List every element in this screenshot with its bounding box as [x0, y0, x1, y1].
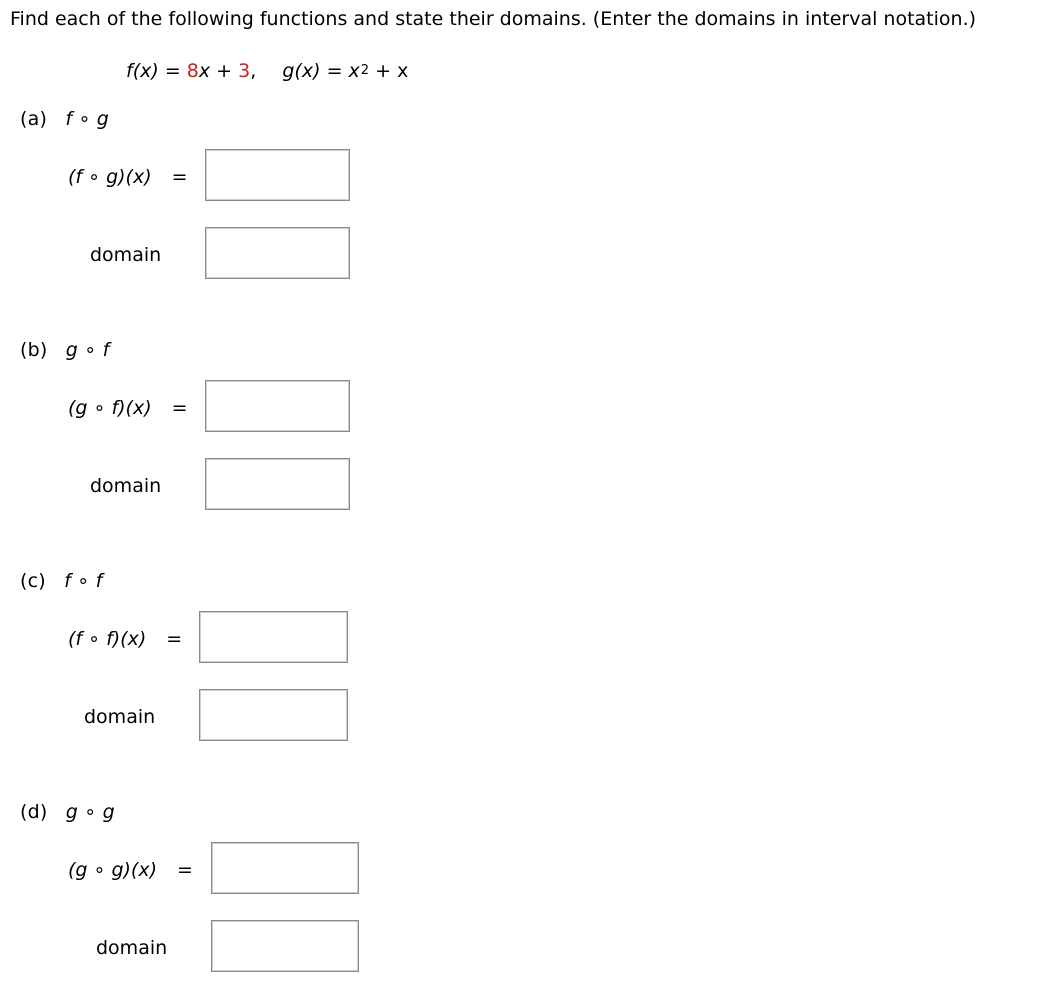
instruction-text: Find each of the following functions and state their domains. (Enter the domains in interval notation.): [10, 8, 977, 30]
part-c-heading: [20, 570, 102, 592]
g-name: g(x): [282, 60, 321, 82]
f-name: f(x): [126, 60, 159, 82]
part-b-composition: g ∘ f: [65, 339, 110, 361]
part-d-expression: (g ∘ g)(x): [68, 859, 157, 881]
part-d-label: (d): [20, 801, 48, 823]
part-a-expression: (f ∘ g)(x): [68, 166, 152, 188]
part-d-domain-label: domain: [96, 937, 168, 959]
part-a-expression-row: [68, 166, 188, 188]
part-d-heading: [20, 801, 115, 823]
part-b-label: (b): [20, 339, 48, 361]
part-a-domain-label: domain: [90, 244, 162, 266]
f-equals: =: [164, 60, 181, 82]
part-b-domain-input[interactable]: [205, 458, 350, 510]
part-b-heading: [20, 339, 109, 361]
part-c-composition: f ∘ f: [64, 570, 103, 592]
g-variable: x: [348, 60, 360, 82]
given-functions: [126, 60, 408, 82]
part-c-domain-label: domain: [84, 706, 156, 728]
part-d-domain-input[interactable]: [211, 920, 359, 972]
f-variable: x: [198, 60, 211, 82]
part-c-equals: =: [166, 628, 183, 650]
part-c-function-input[interactable]: [199, 611, 348, 663]
part-a-function-input[interactable]: [205, 149, 350, 201]
part-b-expression: (g ∘ f)(x): [68, 397, 152, 419]
part-d-expression-row: [68, 859, 193, 881]
part-a-equals: =: [171, 166, 188, 188]
part-b-equals: =: [171, 397, 188, 419]
part-b-domain-label: domain: [90, 475, 162, 497]
part-d-function-input[interactable]: [211, 842, 359, 894]
part-a-domain-input[interactable]: [205, 227, 350, 279]
part-b-expression-row: [68, 397, 188, 419]
f-plus: +: [216, 60, 233, 82]
part-c-domain-input[interactable]: [199, 689, 348, 741]
part-c-expression-row: [68, 628, 182, 650]
part-d-equals: =: [177, 859, 193, 881]
g-equals: =: [326, 60, 343, 82]
f-constant: 3: [238, 60, 251, 82]
part-a-label: (a): [20, 108, 48, 130]
g-exponent: 2: [360, 63, 370, 78]
part-d-composition: g ∘ g: [65, 801, 115, 823]
g-rest: + x: [375, 60, 409, 82]
separator-comma: ,: [250, 60, 257, 82]
f-coefficient: 8: [186, 60, 199, 82]
part-a-composition: f ∘ g: [65, 108, 110, 130]
part-c-label: (c): [20, 570, 46, 592]
part-a-heading: [20, 108, 109, 130]
part-b-function-input[interactable]: [205, 380, 350, 432]
part-c-expression: (f ∘ f)(x): [68, 628, 147, 650]
